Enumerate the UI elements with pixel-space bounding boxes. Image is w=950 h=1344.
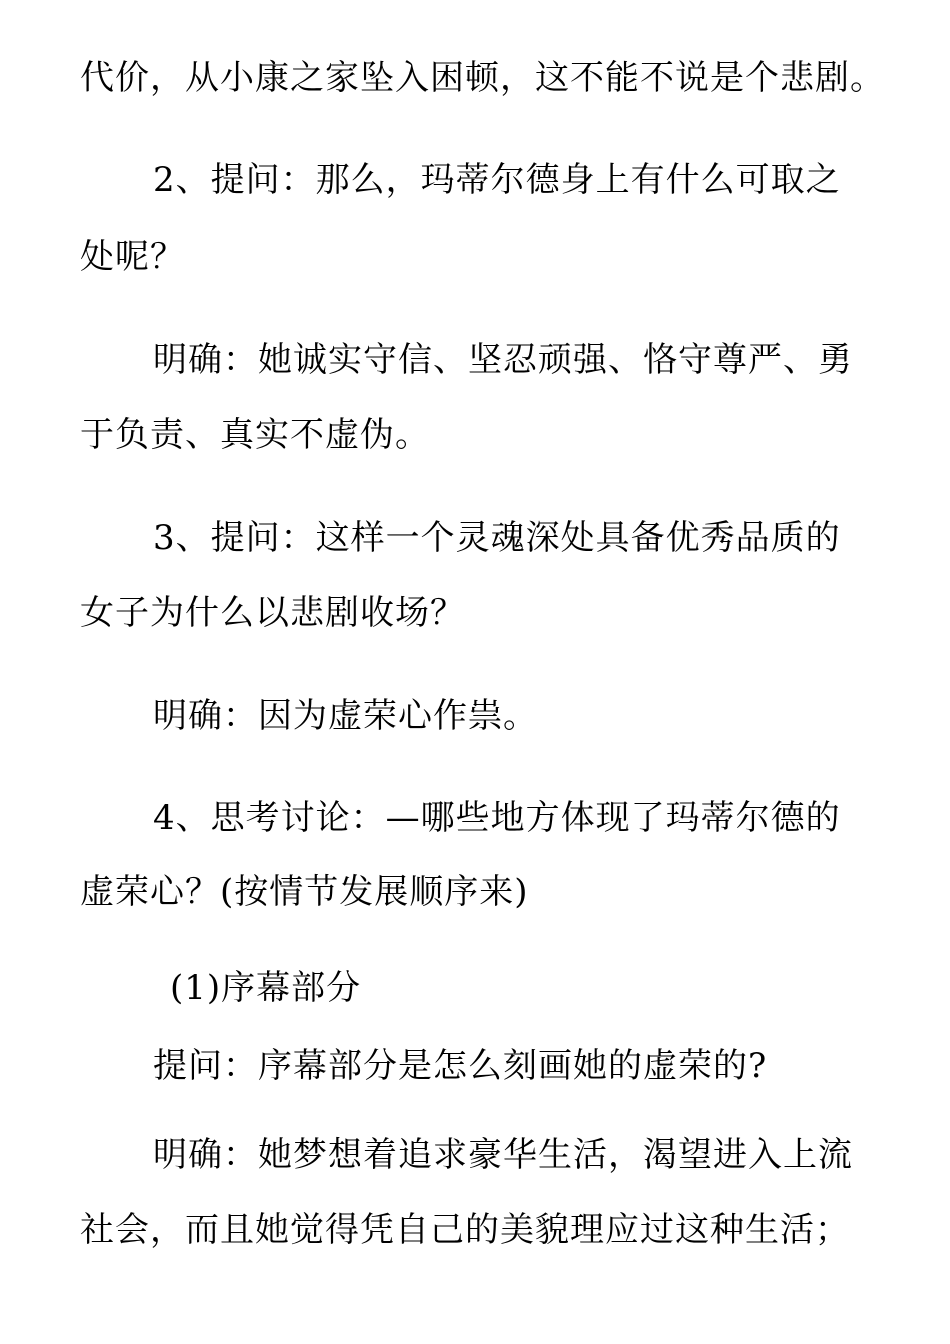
text-line-2: 2、提问：那么，玛蒂尔德身上有什么可取之 xyxy=(153,160,841,200)
text-line-5: 于负责、真实不虚伪。 xyxy=(80,415,430,455)
text-line-1: 代价，从小康之家坠入困顿，这不能不说是个悲剧。 xyxy=(80,58,885,98)
section-heading: (1)序幕部分 xyxy=(170,968,362,1008)
text-line-6: 3、提问：这样一个灵魂深处具备优秀品质的 xyxy=(153,518,841,558)
text-line-4: 明确：她诚实守信、坚忍顽强、恪守尊严、勇 xyxy=(153,340,853,380)
text-line-9: 4、思考讨论：—哪些地方体现了玛蒂尔德的 xyxy=(153,798,841,838)
text-line-10: 虚荣心？(按情节发展顺序来) xyxy=(80,872,529,912)
text-line-13: 明确：她梦想着追求豪华生活，渴望进入上流 xyxy=(153,1135,853,1175)
text-line-7: 女子为什么以悲剧收场？ xyxy=(80,593,465,633)
text-line-8: 明确：因为虚荣心作祟。 xyxy=(153,696,538,736)
text-line-14: 社会，而且她觉得凭自己的美貌理应过这种生活； xyxy=(80,1210,850,1250)
text-line-3: 处呢？ xyxy=(80,237,185,277)
text-line-12: 提问：序幕部分是怎么刻画她的虚荣的? xyxy=(153,1046,768,1086)
